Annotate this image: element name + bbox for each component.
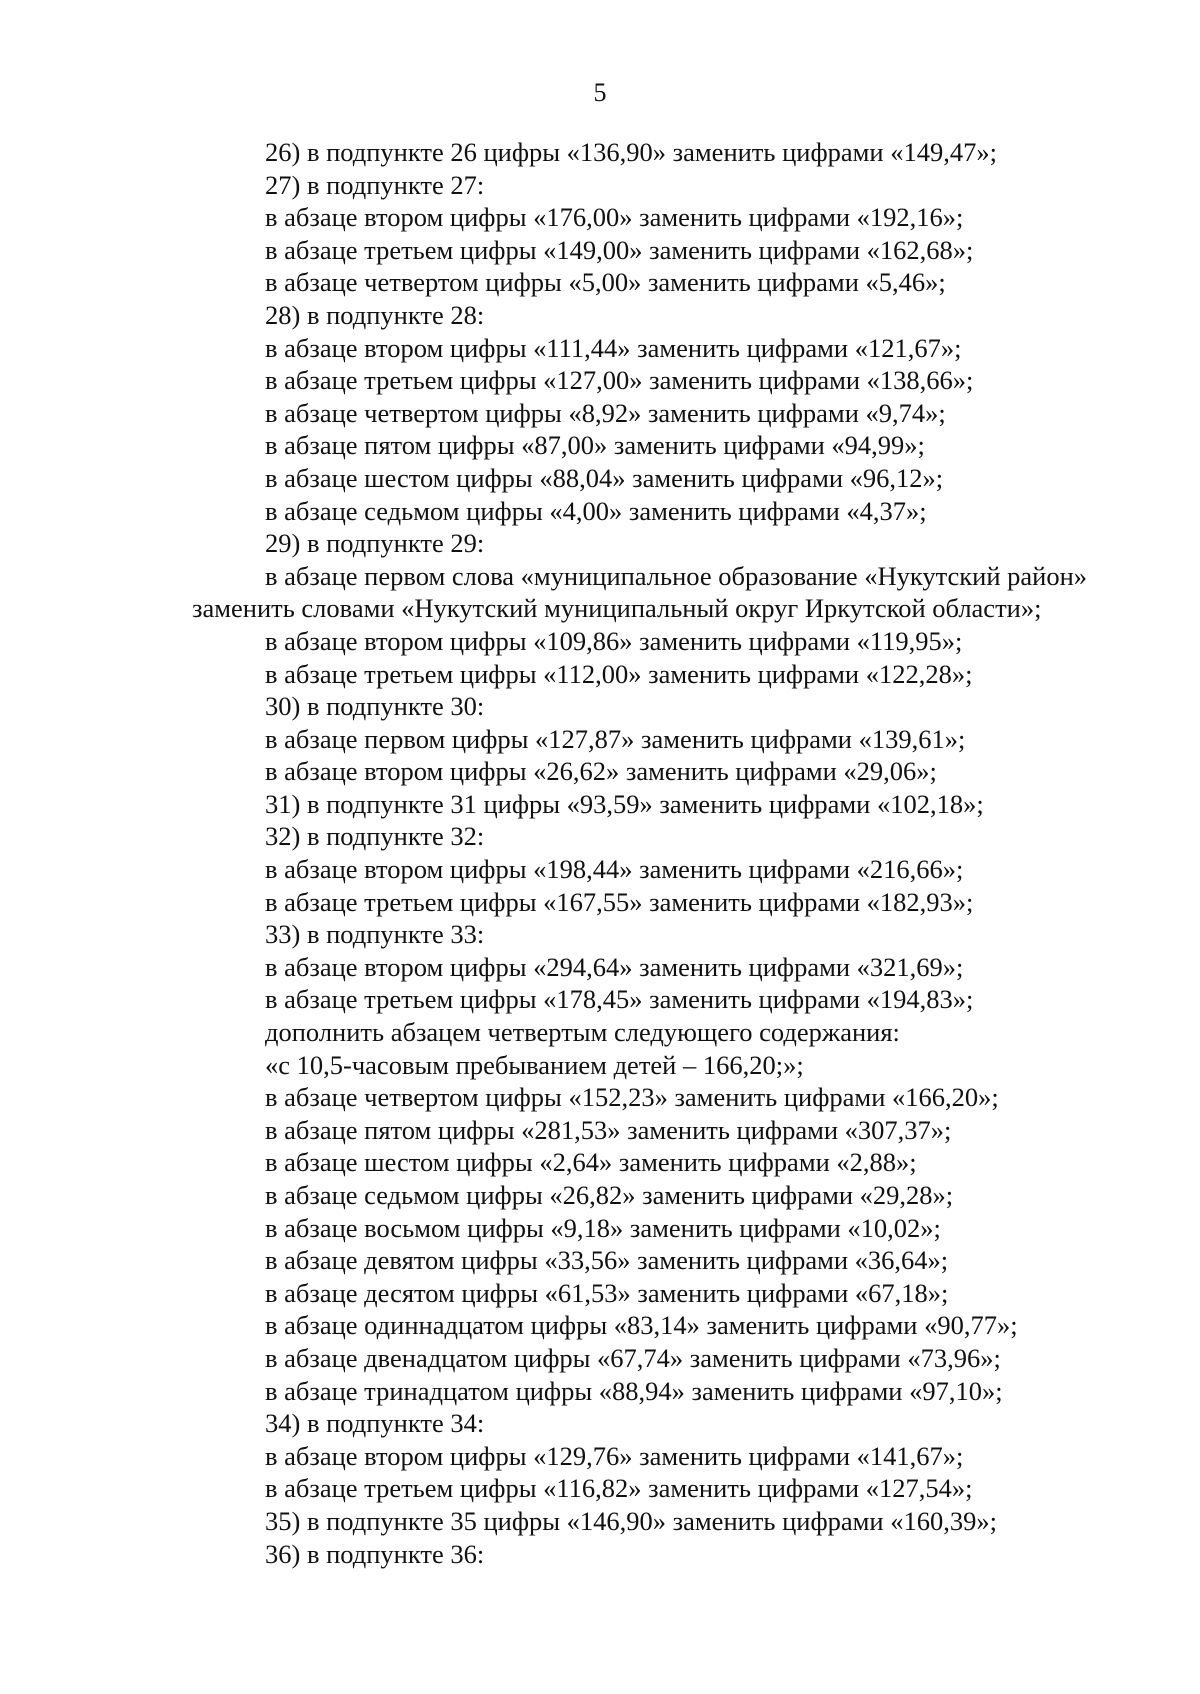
text-line: в абзаце четвертом цифры «152,23» заменить цифрами «166,20»; <box>265 1082 999 1113</box>
text-line: 34) в подпункте 34: <box>265 1408 485 1439</box>
text-line: в абзаце третьем цифры «127,00» заменить цифрами «138,66»; <box>265 365 974 396</box>
text-line: в абзаце втором цифры «294,64» заменить цифрами «321,69»; <box>265 951 964 982</box>
text-line: дополнить абзацем четвертым следующего содержания: <box>265 1017 900 1048</box>
text-line: в абзаце первом слова «муниципальное образование «Нукутский район» <box>265 560 1088 591</box>
text-line: в абзаце девятом цифры «33,56» заменить цифрами «36,64»; <box>265 1245 949 1276</box>
text-line: 29) в подпункте 29: <box>265 528 485 559</box>
text-line: в абзаце втором цифры «26,62» заменить цифрами «29,06»; <box>265 756 937 787</box>
text-line: в абзаце третьем цифры «149,00» заменить цифрами «162,68»; <box>265 234 974 265</box>
text-line: в абзаце шестом цифры «88,04» заменить цифрами «96,12»; <box>265 462 944 493</box>
text-line: в абзаце четвертом цифры «5,00» заменить цифрами «5,46»; <box>265 267 946 298</box>
text-line: в абзаце седьмом цифры «4,00» заменить цифрами «4,37»; <box>265 495 927 526</box>
text-line: в абзаце тринадцатом цифры «88,94» заменить цифрами «97,10»; <box>265 1375 1003 1406</box>
text-line: 32) в подпункте 32: <box>265 821 485 852</box>
text-line: в абзаце втором цифры «198,44» заменить цифрами «216,66»; <box>265 854 964 885</box>
text-line: в абзаце втором цифры «129,76» заменить цифрами «141,67»; <box>265 1440 964 1471</box>
text-line: 31) в подпункте 31 цифры «93,59» заменить цифрами «102,18»; <box>265 788 984 819</box>
text-line: в абзаце четвертом цифры «8,92» заменить цифрами «9,74»; <box>265 397 946 428</box>
text-line: в абзаце втором цифры «109,86» заменить цифрами «119,95»; <box>265 625 963 656</box>
text-line: 35) в подпункте 35 цифры «146,90» заменить цифрами «160,39»; <box>265 1505 997 1536</box>
text-line: в абзаце десятом цифры «61,53» заменить цифрами «67,18»; <box>265 1277 949 1308</box>
page-number: 5 <box>593 78 607 107</box>
text-line: 36) в подпункте 36: <box>265 1538 485 1569</box>
text-line: в абзаце пятом цифры «87,00» заменить цифрами «94,99»; <box>265 430 925 461</box>
text-line: в абзаце третьем цифры «112,00» заменить цифрами «122,28»; <box>265 658 973 689</box>
text-line: в абзаце одиннадцатом цифры «83,14» заменить цифрами «90,77»; <box>265 1310 1018 1341</box>
text-line: в абзаце третьем цифры «178,45» заменить цифрами «194,83»; <box>265 984 974 1015</box>
text-line: заменить словами «Нукутский муниципальный округ Иркутской области»; <box>192 593 1042 624</box>
text-line: в абзаце пятом цифры «281,53» заменить цифрами «307,37»; <box>265 1114 952 1145</box>
text-line: 26) в подпункте 26 цифры «136,90» заменить цифрами «149,47»; <box>265 137 997 167</box>
text-line: в абзаце седьмом цифры «26,82» заменить цифрами «29,28»; <box>265 1180 954 1210</box>
text-line: в абзаце восьмом цифры «9,18» заменить цифрами «10,02»; <box>265 1212 941 1243</box>
text-line: в абзаце шестом цифры «2,64» заменить цифрами «2,88»; <box>265 1147 917 1178</box>
text-line: в абзаце третьем цифры «116,82» заменить цифрами «127,54»; <box>265 1473 973 1504</box>
text-line: 27) в подпункте 27: <box>265 169 485 200</box>
text-line: 28) в подпункте 28: <box>265 299 485 330</box>
text-line: в абзаце втором цифры «176,00» заменить цифрами «192,16»; <box>265 202 964 233</box>
text-line: «с 10,5-часовым пребыванием детей – 166,20;»; <box>265 1049 804 1080</box>
text-line: в абзаце двенадцатом цифры «67,74» заменить цифрами «73,96»; <box>265 1342 1001 1373</box>
text-line: 33) в подпункте 33: <box>265 919 485 950</box>
text-line: 30) в подпункте 30: <box>265 691 485 722</box>
text-line: в абзаце втором цифры «111,44» заменить цифрами «121,67»; <box>265 332 962 363</box>
text-line: в абзаце третьем цифры «167,55» заменить цифрами «182,93»; <box>265 886 974 917</box>
document-body <box>192 136 1152 1570</box>
text-line: в абзаце первом цифры «127,87» заменить цифрами «139,61»; <box>265 723 966 754</box>
